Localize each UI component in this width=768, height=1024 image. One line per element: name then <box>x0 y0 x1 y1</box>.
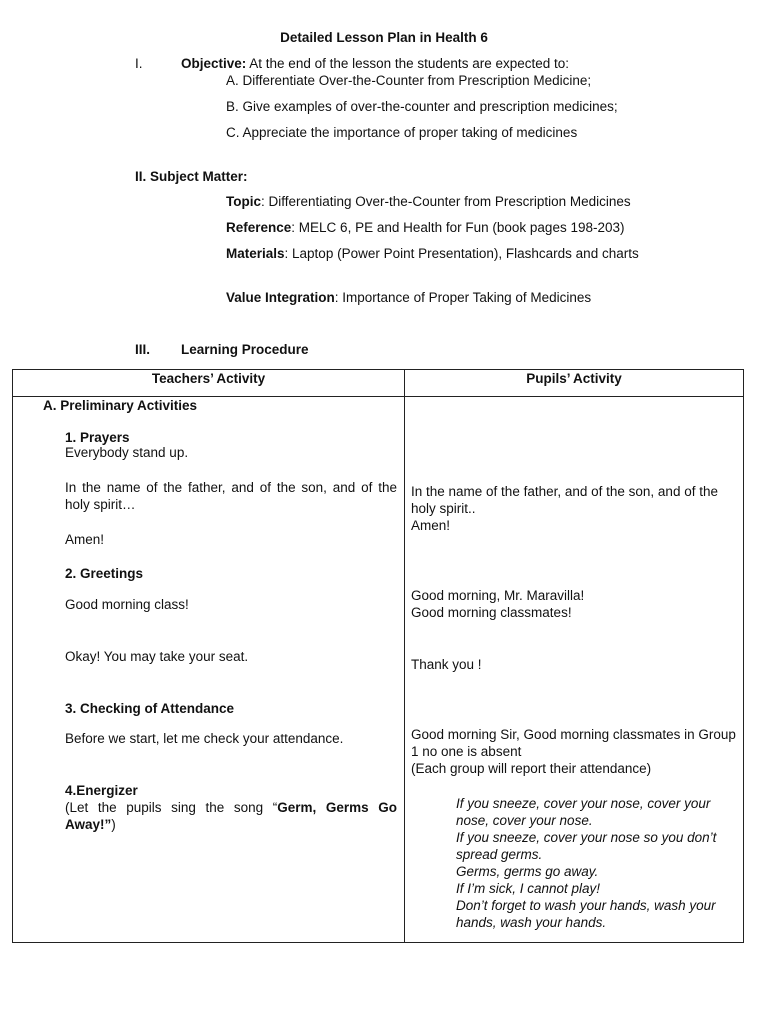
topic-value: : Differentiating Over-the-Counter from Prescription Medicines <box>261 194 631 209</box>
prayers-amen: Amen! <box>65 532 105 547</box>
topic-label: Topic <box>226 194 261 209</box>
prayers-heading: 1. Prayers <box>65 430 130 445</box>
materials-line <box>226 245 678 262</box>
value-integration-label: Value Integration <box>226 290 335 305</box>
objective-intro: At the end of the lesson the students are expected to: <box>246 56 570 71</box>
pupils-attendance-report: Good morning Sir, Good morning classmates in Group 1 no one is absent <box>411 727 736 759</box>
preliminary-activities-heading: A. Preliminary Activities <box>43 398 198 413</box>
value-integration-line <box>226 289 678 306</box>
materials-label: Materials <box>226 246 285 261</box>
song-line: If you sneeze, cover your nose so you don’t spread germs. <box>456 830 717 862</box>
table-header-row <box>13 370 744 397</box>
pupils-activity-cell <box>405 397 744 943</box>
materials-value: : Laptop (Power Point Presentation), Flashcards and charts <box>284 246 639 261</box>
pupils-prayer: In the name of the father, and of the son, and of the holy spirit.. <box>411 484 718 516</box>
objective-number: I. <box>135 56 143 71</box>
song-line: Germs, germs go away. <box>456 864 599 879</box>
procedure-label: Learning Procedure <box>181 342 309 357</box>
objective-item-b: B. Give examples of over-the-counter and prescription medicines; <box>226 99 618 114</box>
lesson-procedure-table <box>12 369 744 943</box>
song-line: Don’t forget to wash your hands, wash your hands, wash your hands. <box>456 898 716 930</box>
song-line: If I’m sick, I cannot play! <box>456 881 601 896</box>
topic-line <box>226 193 678 210</box>
energizer-instruction: (Let the pupils sing the song “Germ, Germs Go Away!”) <box>65 800 398 832</box>
song-line: If you sneeze, cover your nose, cover your nose, cover your nose. <box>456 796 711 828</box>
energizer-heading: 4.Energizer <box>65 783 138 798</box>
pupils-greeting-teacher: Good morning, Mr. Maravilla! <box>411 588 585 603</box>
procedure-number: III. <box>135 342 151 357</box>
document-title: Detailed Lesson Plan in Health 6 <box>280 30 488 45</box>
subject-matter-heading: II. Subject Matter: <box>135 169 248 184</box>
prayers-teacher-text: In the name of the father, and of the son, and of the holy spirit… <box>65 480 397 512</box>
pupils-activity-header: Pupils’ Activity <box>405 370 744 397</box>
attendance-heading: 3. Checking of Attendance <box>65 701 235 716</box>
reference-label: Reference <box>226 220 292 235</box>
objective-item-a: A. Differentiate Over-the-Counter from Prescription Medicine; <box>226 73 592 88</box>
greetings-heading: 2. Greetings <box>65 566 144 581</box>
teachers-activity-header: Teachers’ Activity <box>13 370 405 397</box>
reference-line <box>226 219 678 236</box>
pupils-greeting-classmates: Good morning classmates! <box>411 605 572 620</box>
pupils-amen: Amen! <box>411 518 451 533</box>
pupils-thank-you: Thank you ! <box>411 657 482 672</box>
energizer-song-lyrics <box>456 795 724 931</box>
teachers-activity-cell <box>13 397 405 943</box>
objective-line <box>181 55 681 72</box>
energizer-song-title: Germ, Germs Go Away!” <box>65 800 398 832</box>
value-integration-value: : Importance of Proper Taking of Medicines <box>334 290 592 305</box>
objective-label: Objective: <box>181 56 247 71</box>
attendance-teacher: Before we start, let me check your attendance. <box>65 731 344 746</box>
pupils-attendance-note: (Each group will report their attendance) <box>411 761 652 776</box>
greetings-teacher: Good morning class! <box>65 597 189 612</box>
reference-value: : MELC 6, PE and Health for Fun (book pages 198-203) <box>291 220 625 235</box>
objective-item-c: C. Appreciate the importance of proper taking of medicines <box>226 125 578 140</box>
prayers-instruction: Everybody stand up. <box>65 445 189 460</box>
take-seat-text: Okay! You may take your seat. <box>65 649 249 664</box>
table-body-row <box>13 397 744 943</box>
